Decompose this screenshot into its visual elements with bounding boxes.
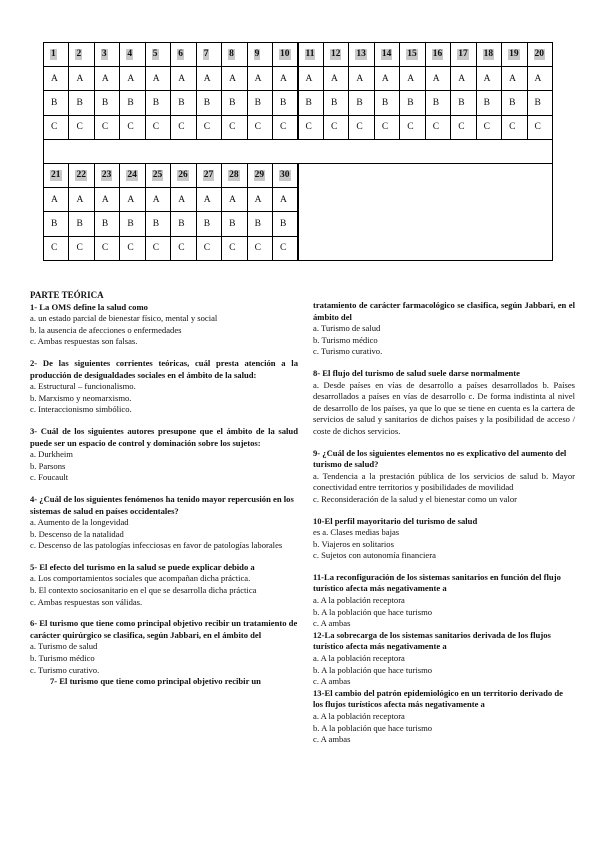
answer-cell-b-label: B <box>356 97 363 108</box>
left-column <box>30 290 298 688</box>
answer-cell-a <box>170 187 196 212</box>
option-13a: a. A la población receptora <box>313 711 405 721</box>
question-number-cell <box>221 163 247 188</box>
option-1b: b. la ausencia de afecciones o enfermedades <box>30 324 182 335</box>
option-10a: es a. Clases medias bajas <box>313 527 400 538</box>
question-13: 13-El cambio del patrón epidemiológico en un territorio derivado de los flujos turísticos afecta más negativamente a <box>313 687 563 710</box>
answer-cell-c-label: C <box>381 122 389 133</box>
question-10: 10-El perfil mayoritario del turismo de salud <box>313 515 478 526</box>
option-12a: a. A la población receptora <box>313 653 405 664</box>
answer-cell-a-label: A <box>127 194 135 205</box>
answer-cell-a-label: A <box>203 73 211 84</box>
answer-cell-b <box>221 90 247 115</box>
answer-cell-a-label: A <box>407 73 415 84</box>
answer-cell-b-label: B <box>152 218 160 229</box>
answer-cell-c-label: C <box>483 122 490 133</box>
question-number-cell <box>348 42 374 67</box>
answer-cell-b-label: B <box>407 97 414 108</box>
answer-cell-b-label: B <box>458 97 465 108</box>
option-1c: c. Ambas respuestas son falsas. <box>30 336 138 347</box>
question-4: 4- ¿Cuál de los siguientes fenómenos ha tenido mayor repercusión en los sistemas de salud en países occidentales? <box>30 493 294 516</box>
answer-cell-c <box>348 115 374 140</box>
answer-cell-b <box>94 90 120 115</box>
answer-cell-b <box>119 90 145 115</box>
answer-cell-c-label: C <box>407 122 414 133</box>
option-5a: a. Los comportamientos sociales que acompañan dicha práctica. <box>30 573 251 584</box>
question-number-cell-label: 15 <box>407 49 417 60</box>
answer-cell-a-label: A <box>178 73 186 84</box>
answer-cell-c-label: C <box>101 122 109 133</box>
answer-cell-b-label: B <box>229 218 236 229</box>
answer-cell-c <box>272 115 298 140</box>
question-number-cell <box>43 42 69 67</box>
answer-cell-a <box>145 66 171 91</box>
answer-cell-c-label: C <box>178 243 185 254</box>
answer-grid <box>43 42 552 259</box>
answer-cell-a-label: A <box>101 73 109 84</box>
answer-cell-a-label: A <box>76 194 84 205</box>
answer-cell-c <box>425 115 451 140</box>
grid-empty-area <box>298 163 554 261</box>
answer-cell-c <box>527 115 553 140</box>
answer-cell-a <box>68 187 94 212</box>
answer-cell-b-label: B <box>203 97 211 108</box>
answer-cell-c-label: C <box>152 122 160 133</box>
question-number-cell-label: 6 <box>178 49 183 60</box>
question-number-cell <box>298 42 324 67</box>
question-number-cell <box>196 163 222 188</box>
answer-cell-a <box>94 187 120 212</box>
answer-cell-c <box>196 236 222 261</box>
question-number-cell <box>170 42 196 67</box>
option-4c: c. Descenso de las patologías infecciosas en favor de patologías laborales <box>30 540 283 551</box>
question-number-cell-label: 20 <box>534 49 545 60</box>
answer-cell-c-label: C <box>280 243 287 254</box>
answer-cell-c <box>221 115 247 140</box>
answer-cell-a-label: A <box>254 194 262 205</box>
answer-cell-c-label: C <box>127 122 134 133</box>
answer-cell-b-label: B <box>280 97 287 108</box>
answer-cell-a <box>68 66 94 91</box>
answer-cell-b <box>272 211 298 236</box>
question-number-cell <box>196 42 222 67</box>
section-title: PARTE TEÓRICA <box>30 290 104 300</box>
question-6: 6- El turismo que tiene como principal objetivo recibir un tratamiento de carácter quirúrgico se clasifica, según Jabbari, en el ámbito del <box>30 618 298 640</box>
answer-cell-a-label: A <box>330 73 338 84</box>
answer-cell-a-label: A <box>152 194 160 205</box>
answer-cell-c-label: C <box>458 122 465 133</box>
question-number-cell-label: 8 <box>229 49 234 60</box>
option-7b: b. Turismo médico <box>313 334 378 345</box>
answer-cell-a-label: A <box>432 73 440 84</box>
answer-cell-b-label: B <box>280 218 287 229</box>
answer-cell-a <box>221 187 247 212</box>
answer-cell-b-label: B <box>483 97 490 108</box>
answer-cell-a <box>527 66 553 91</box>
question-number-cell-label: 16 <box>432 49 443 60</box>
question-number-cell-label: 9 <box>254 49 260 60</box>
answer-cell-b-label: B <box>51 218 58 229</box>
option-11a: a. A la población receptora <box>313 595 405 606</box>
answer-cell-b <box>196 211 222 236</box>
answer-cell-a <box>374 66 400 91</box>
option-3b: b. Parsons <box>30 460 66 471</box>
answer-cell-c <box>145 115 171 140</box>
answer-cell-b <box>170 90 196 115</box>
answer-cell-b-label: B <box>178 218 185 229</box>
answer-cell-c <box>68 236 94 261</box>
question-number-cell <box>94 42 120 67</box>
answer-cell-a-label: A <box>509 73 516 84</box>
option-13c: c. A ambas <box>313 734 351 745</box>
answer-cell-a <box>348 66 374 91</box>
answer-cell-b-label: B <box>101 97 109 108</box>
answer-cell-b <box>119 211 145 236</box>
answer-cell-b <box>196 90 222 115</box>
question-number-cell <box>476 42 502 67</box>
answer-cell-c <box>247 115 273 140</box>
option-2b: b. Marxismo y neomarxismo. <box>30 392 132 403</box>
answer-cell-b <box>43 90 69 115</box>
option-5b: b. El contexto sociosanitario en el que se desarrolla dicha práctica <box>30 585 257 596</box>
answer-cell-a-label: A <box>356 73 364 84</box>
question-number-cell <box>501 42 527 67</box>
question-number-cell-label: 7 <box>203 49 209 60</box>
question-number-cell <box>68 163 94 188</box>
answer-cell-c <box>476 115 502 140</box>
answer-cell-b <box>476 90 502 115</box>
answer-cell-b-label: B <box>51 97 58 108</box>
option-4b: b. Descenso de la natalidad <box>30 528 124 539</box>
answer-cell-b <box>323 90 349 115</box>
question-number-cell <box>527 42 553 67</box>
answer-cell-b <box>425 90 451 115</box>
answer-cell-b <box>94 211 120 236</box>
answer-cell-c-label: C <box>101 243 109 254</box>
answer-cell-a <box>119 187 145 212</box>
answer-cell-a <box>119 66 145 91</box>
option-9c: c. Reconsideración de la salud y el bienestar como un valor <box>313 493 518 504</box>
question-number-cell-label: 11 <box>305 49 315 60</box>
question-number-cell <box>272 42 298 67</box>
answer-cell-c <box>145 236 171 261</box>
answer-cell-c-label: C <box>330 122 338 133</box>
option-6b: b. Turismo médico <box>30 653 95 664</box>
answer-cell-b <box>145 211 171 236</box>
answer-cell-a <box>323 66 349 91</box>
answer-cell-c <box>94 115 120 140</box>
question-number-cell-label: 24 <box>127 170 137 181</box>
answer-cell-b-label: B <box>432 97 440 108</box>
answer-cell-a-label: A <box>305 73 313 84</box>
answer-cell-b-label: B <box>76 218 83 229</box>
option-7a: a. Turismo de salud <box>313 323 381 334</box>
answer-cell-a <box>43 66 69 91</box>
answer-cell-a-label: A <box>178 194 186 205</box>
answer-cell-c-label: C <box>229 243 236 254</box>
answer-cell-c <box>43 236 69 261</box>
option-6c: c. Turismo curativo. <box>30 664 100 675</box>
question-number-cell-label: 21 <box>51 170 61 181</box>
question-5: 5- El efecto del turismo en la salud se puede explicar debido a <box>30 561 255 572</box>
question-number-cell-label: 14 <box>381 49 392 60</box>
answer-cell-c <box>43 115 69 140</box>
answer-cell-c <box>94 236 120 261</box>
answer-cell-a-label: A <box>483 73 491 84</box>
answer-cell-c <box>323 115 349 140</box>
answer-cell-c-label: C <box>127 243 134 254</box>
answer-cell-a <box>43 187 69 212</box>
option-3a: a. Durkheim <box>30 449 73 460</box>
answer-cell-c <box>272 236 298 261</box>
answer-cell-b-label: B <box>203 218 211 229</box>
answer-cell-a-label: A <box>280 194 287 205</box>
answer-cell-a-label: A <box>152 73 160 84</box>
question-12: 12-La sobrecarga de los sistemas sanitarios derivada de los flujos turístico afecta más negativamente a <box>313 629 551 652</box>
option-12b: b. A la población que hace turismo <box>313 664 433 675</box>
answer-cell-a <box>501 66 527 91</box>
answer-cell-b <box>348 90 374 115</box>
answer-cell-c-label: C <box>534 122 541 133</box>
question-number-cell <box>119 42 145 67</box>
option-2c: c. Interaccionismo simbólico. <box>30 404 132 415</box>
answer-cell-c <box>68 115 94 140</box>
question-number-cell-label: 13 <box>356 49 366 60</box>
answer-cell-c <box>119 236 145 261</box>
option-12c: c. A ambas <box>313 676 351 687</box>
option-1a: a. un estado parcial de bienestar físico, mental y social <box>30 313 218 324</box>
answer-cell-b <box>221 211 247 236</box>
answer-cell-a <box>196 187 222 212</box>
option-4a: a. Aumento de la longevidad <box>30 517 129 528</box>
option-10b: b. Viajeros en solitarios <box>313 538 394 549</box>
answer-cell-a <box>247 66 273 91</box>
question-number-cell-label: 3 <box>101 49 107 60</box>
question-number-cell-label: 30 <box>280 170 290 181</box>
answer-cell-c-label: C <box>356 122 363 133</box>
question-number-cell-label: 19 <box>509 49 519 60</box>
answer-cell-b <box>247 211 273 236</box>
answer-cell-a-label: A <box>381 73 389 84</box>
answer-cell-c <box>170 236 196 261</box>
answer-cell-c-label: C <box>432 122 440 133</box>
option-5c: c. Ambas respuestas son válidas. <box>30 596 143 607</box>
answer-cell-a <box>221 66 247 91</box>
answer-cell-b <box>170 211 196 236</box>
option-7c: c. Turismo curativo. <box>313 346 383 357</box>
right-column <box>313 300 575 746</box>
option-10c: c. Sujetos con autonomía financiera <box>313 550 436 561</box>
answer-cell-b <box>68 90 94 115</box>
answer-cell-c <box>501 115 527 140</box>
question-number-cell <box>450 42 476 67</box>
answer-cell-a-label: A <box>534 73 542 84</box>
option-8-text: a. Desde países en vías de desarrollo a países desarrollados b. Países desarrollados a países en vías de desarrollo c. De forma indistinta al nivel de desarrollo de los países, ya que lo que se tiene en cuenta es la cartera de servicios de salud y sanitarios de dichos países y la posibilidad de acceso / coste de dichos servicios. <box>313 379 575 436</box>
question-number-cell <box>94 163 120 188</box>
answer-cell-c <box>399 115 425 140</box>
answer-cell-a <box>476 66 502 91</box>
answer-cell-c-label: C <box>178 122 185 133</box>
question-number-cell <box>221 42 247 67</box>
question-number-cell-label: 1 <box>51 49 56 60</box>
answer-cell-a-label: A <box>101 194 109 205</box>
option-11b: b. A la población que hace turismo <box>313 606 433 617</box>
answer-cell-c-label: C <box>51 243 58 254</box>
answer-cell-a <box>170 66 196 91</box>
answer-cell-b <box>145 90 171 115</box>
question-number-cell-label: 18 <box>483 49 494 60</box>
answer-cell-a <box>450 66 476 91</box>
question-number-cell <box>68 42 94 67</box>
answer-cell-c-label: C <box>51 122 58 133</box>
question-7-continued: tratamiento de carácter farmacológico se clasifica, según Jabbari, en el ámbito del <box>313 300 575 322</box>
answer-cell-b-label: B <box>254 218 261 229</box>
answer-cell-a-label: A <box>229 194 237 205</box>
answer-cell-a <box>298 66 324 91</box>
question-number-cell <box>425 42 451 67</box>
question-number-cell-label: 17 <box>458 49 468 60</box>
question-number-cell-label: 26 <box>178 170 188 181</box>
answer-cell-a <box>272 187 298 212</box>
answer-cell-b-label: B <box>152 97 160 108</box>
answer-cell-a <box>145 187 171 212</box>
question-number-cell <box>272 163 298 188</box>
answer-cell-b <box>501 90 527 115</box>
answer-cell-c <box>221 236 247 261</box>
question-number-cell-label: 27 <box>203 170 214 181</box>
answer-cell-b <box>527 90 553 115</box>
answer-cell-a <box>196 66 222 91</box>
answer-cell-b-label: B <box>381 97 389 108</box>
answer-cell-a-label: A <box>51 194 58 205</box>
answer-cell-c <box>196 115 222 140</box>
answer-cell-c <box>247 236 273 261</box>
question-number-cell-label: 22 <box>76 170 86 181</box>
answer-cell-c-label: C <box>203 243 211 254</box>
question-2: 2- De las siguientes corrientes teóricas, cuál presta atención a la producción de desigualdades sociales en el ámbito de la salud: <box>30 357 298 380</box>
answer-cell-a <box>425 66 451 91</box>
answer-cell-b <box>43 211 69 236</box>
answer-cell-a-label: A <box>254 73 262 84</box>
answer-cell-c <box>119 115 145 140</box>
option-13b: b. A la población que hace turismo <box>313 722 433 733</box>
answer-cell-c-label: C <box>280 122 287 133</box>
answer-cell-c-label: C <box>254 243 261 254</box>
question-number-cell-label: 2 <box>76 49 82 60</box>
answer-cell-b <box>247 90 273 115</box>
question-number-cell-label: 29 <box>254 170 265 181</box>
question-3: 3- Cuál de los siguientes autores presupone que el ámbito de la salud puede ser un espacio de control y dominación sobre los sujetos: <box>30 425 298 448</box>
answer-cell-b-label: B <box>534 97 541 108</box>
question-9: 9- ¿Cuál de los siguientes elementos no es explicativo del aumento del turismo de salud? <box>313 447 567 470</box>
question-1: 1- La OMS define la salud como <box>30 301 148 312</box>
answer-cell-c-label: C <box>254 122 261 133</box>
answer-cell-c <box>170 115 196 140</box>
answer-cell-b <box>68 211 94 236</box>
question-number-cell-label: 4 <box>127 49 133 60</box>
grid-spacer-row <box>43 139 553 164</box>
question-number-cell-label: 28 <box>229 170 239 181</box>
answer-cell-c-label: C <box>76 243 83 254</box>
answer-cell-b-label: B <box>509 97 516 108</box>
question-number-cell <box>145 163 171 188</box>
answer-cell-c-label: C <box>152 243 160 254</box>
answer-cell-a <box>399 66 425 91</box>
answer-cell-a-label: A <box>229 73 237 84</box>
answer-cell-a-label: A <box>127 73 135 84</box>
answer-cell-c-label: C <box>76 122 83 133</box>
question-number-cell-label: 25 <box>152 170 163 181</box>
answer-cell-b <box>374 90 400 115</box>
option-2a: a. Estructural – funcionalismo. <box>30 381 136 392</box>
option-3c: c. Foucault <box>30 472 69 483</box>
question-number-cell <box>145 42 171 67</box>
answer-cell-b-label: B <box>305 97 312 108</box>
answer-cell-b <box>298 90 324 115</box>
question-number-cell-label: 23 <box>101 170 112 181</box>
answer-cell-a-label: A <box>280 73 287 84</box>
answer-cell-b <box>399 90 425 115</box>
question-number-cell <box>374 42 400 67</box>
answer-cell-b-label: B <box>101 218 109 229</box>
answer-cell-b-label: B <box>254 97 261 108</box>
option-11c: c. A ambas <box>313 618 351 629</box>
answer-cell-b-label: B <box>229 97 236 108</box>
answer-cell-b-label: B <box>127 97 134 108</box>
answer-cell-b-label: B <box>76 97 83 108</box>
question-8: 8- El flujo del turismo de salud suele darse normalmente <box>313 367 520 378</box>
question-number-cell-label: 10 <box>280 49 290 60</box>
question-number-cell-label: 5 <box>152 49 158 60</box>
answer-cell-a <box>272 66 298 91</box>
answer-cell-b <box>272 90 298 115</box>
answer-cell-b-label: B <box>178 97 185 108</box>
question-number-cell-label: 12 <box>330 49 341 60</box>
answer-cell-b-label: B <box>330 97 338 108</box>
answer-cell-a-label: A <box>458 73 466 84</box>
answer-cell-c-label: C <box>229 122 236 133</box>
answer-cell-b-label: B <box>127 218 134 229</box>
question-number-cell <box>170 163 196 188</box>
question-number-cell <box>399 42 425 67</box>
answer-cell-c <box>450 115 476 140</box>
question-11: 11-La reconfiguración de los sistemas sanitarios en función del flujo turístico afecta más negativamente a <box>313 571 561 594</box>
option-9-text: a. Tendencia a la prestación pública de los servicios de salud b. Mayor conectividad entre territorios y posibilidades de movilidad <box>313 470 575 493</box>
answer-cell-b <box>450 90 476 115</box>
question-number-cell <box>247 42 273 67</box>
answer-cell-c-label: C <box>203 122 211 133</box>
question-number-cell <box>43 163 69 188</box>
answer-cell-c <box>374 115 400 140</box>
question-number-cell <box>323 42 349 67</box>
question-number-cell <box>247 163 273 188</box>
answer-cell-a <box>247 187 273 212</box>
answer-cell-a-label: A <box>51 73 58 84</box>
answer-cell-c <box>298 115 324 140</box>
answer-cell-a-label: A <box>76 73 84 84</box>
answer-cell-a <box>94 66 120 91</box>
answer-cell-c-label: C <box>509 122 516 133</box>
answer-cell-c-label: C <box>305 122 312 133</box>
answer-cell-a-label: A <box>203 194 211 205</box>
question-number-cell <box>119 163 145 188</box>
option-6a: a. Turismo de salud <box>30 641 98 652</box>
question-7: 7- El turismo que tiene como principal objetivo recibir un <box>50 676 261 687</box>
